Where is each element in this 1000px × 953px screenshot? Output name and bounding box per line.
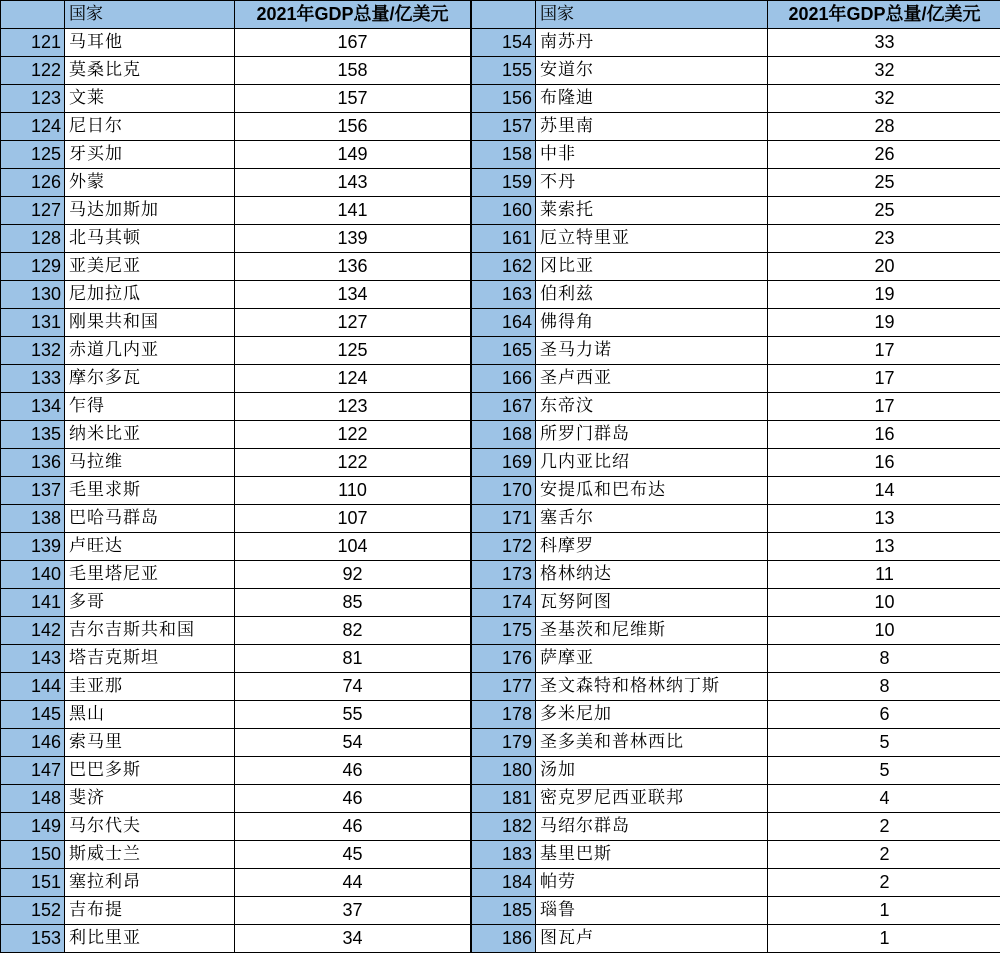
country-cell: 斯威士兰 <box>65 841 235 869</box>
header-gdp: 2021年GDP总量/亿美元 <box>768 1 1000 29</box>
gdp-cell: 1 <box>768 925 1000 953</box>
rank-cell: 160 <box>472 197 536 225</box>
gdp-cell: 92 <box>235 561 471 589</box>
gdp-cell: 46 <box>235 757 471 785</box>
header-row <box>1 1 471 29</box>
table-row <box>472 393 1000 421</box>
country-cell: 圣马力诺 <box>536 337 768 365</box>
country-cell: 圣基茨和尼维斯 <box>536 617 768 645</box>
gdp-cell: 156 <box>235 113 471 141</box>
rank-cell: 143 <box>1 645 65 673</box>
gdp-cell: 19 <box>768 309 1000 337</box>
rank-cell: 133 <box>1 365 65 393</box>
rank-cell: 132 <box>1 337 65 365</box>
country-cell: 塔吉克斯坦 <box>65 645 235 673</box>
gdp-cell: 46 <box>235 813 471 841</box>
country-cell: 尼加拉瓜 <box>65 281 235 309</box>
rank-cell: 146 <box>1 729 65 757</box>
gdp-cell: 141 <box>235 197 471 225</box>
table-row <box>1 533 471 561</box>
country-cell: 赤道几内亚 <box>65 337 235 365</box>
country-cell: 萨摩亚 <box>536 645 768 673</box>
right-table-body <box>472 29 1000 953</box>
country-cell: 所罗门群岛 <box>536 421 768 449</box>
rank-cell: 181 <box>472 785 536 813</box>
country-cell: 多米尼加 <box>536 701 768 729</box>
table-row <box>1 729 471 757</box>
gdp-cell: 1 <box>768 897 1000 925</box>
gdp-cell: 125 <box>235 337 471 365</box>
rank-cell: 149 <box>1 813 65 841</box>
country-cell: 利比里亚 <box>65 925 235 953</box>
gdp-cell: 28 <box>768 113 1000 141</box>
rank-cell: 153 <box>1 925 65 953</box>
table-row <box>1 841 471 869</box>
rank-cell: 123 <box>1 85 65 113</box>
table-row <box>1 673 471 701</box>
table-row <box>472 449 1000 477</box>
gdp-cell: 19 <box>768 281 1000 309</box>
country-cell: 圣多美和普林西比 <box>536 729 768 757</box>
header-rank <box>1 1 65 29</box>
gdp-cell: 13 <box>768 505 1000 533</box>
table-row <box>472 477 1000 505</box>
table-row <box>1 141 471 169</box>
gdp-cell: 26 <box>768 141 1000 169</box>
gdp-cell: 5 <box>768 757 1000 785</box>
rank-cell: 164 <box>472 309 536 337</box>
rank-cell: 165 <box>472 337 536 365</box>
gdp-cell: 110 <box>235 477 471 505</box>
rank-cell: 175 <box>472 617 536 645</box>
table-row <box>1 617 471 645</box>
rank-cell: 157 <box>472 113 536 141</box>
table-row <box>1 925 471 953</box>
rank-cell: 177 <box>472 673 536 701</box>
table-row <box>1 589 471 617</box>
gdp-cell: 122 <box>235 421 471 449</box>
table-row <box>1 225 471 253</box>
country-cell: 卢旺达 <box>65 533 235 561</box>
table-row <box>1 393 471 421</box>
gdp-cell: 81 <box>235 645 471 673</box>
gdp-cell: 17 <box>768 337 1000 365</box>
table-row <box>472 309 1000 337</box>
gdp-cell: 45 <box>235 841 471 869</box>
table-row <box>1 281 471 309</box>
table-row <box>472 925 1000 953</box>
header-country: 国家 <box>536 1 768 29</box>
gdp-cell: 4 <box>768 785 1000 813</box>
table-row <box>1 869 471 897</box>
table-row <box>472 813 1000 841</box>
gdp-cell: 122 <box>235 449 471 477</box>
rank-cell: 167 <box>472 393 536 421</box>
table-row <box>472 869 1000 897</box>
table-row <box>1 309 471 337</box>
rank-cell: 138 <box>1 505 65 533</box>
table-row <box>472 225 1000 253</box>
table-row <box>1 57 471 85</box>
country-cell: 汤加 <box>536 757 768 785</box>
table-row <box>472 337 1000 365</box>
country-cell: 东帝汶 <box>536 393 768 421</box>
rank-cell: 145 <box>1 701 65 729</box>
country-cell: 马耳他 <box>65 29 235 57</box>
rank-cell: 147 <box>1 757 65 785</box>
table-row <box>1 85 471 113</box>
table-row <box>1 253 471 281</box>
table-row <box>1 113 471 141</box>
country-cell: 塞舌尔 <box>536 505 768 533</box>
gdp-cell: 5 <box>768 729 1000 757</box>
rank-cell: 126 <box>1 169 65 197</box>
country-cell: 毛里求斯 <box>65 477 235 505</box>
table-row <box>472 421 1000 449</box>
rank-cell: 156 <box>472 85 536 113</box>
country-cell: 外蒙 <box>65 169 235 197</box>
country-cell: 牙买加 <box>65 141 235 169</box>
table-row <box>1 449 471 477</box>
gdp-cell: 107 <box>235 505 471 533</box>
table-row <box>1 757 471 785</box>
country-cell: 安道尔 <box>536 57 768 85</box>
table-row <box>472 365 1000 393</box>
country-cell: 摩尔多瓦 <box>65 365 235 393</box>
country-cell: 伯利兹 <box>536 281 768 309</box>
country-cell: 圭亚那 <box>65 673 235 701</box>
table-row <box>472 253 1000 281</box>
rank-cell: 168 <box>472 421 536 449</box>
table-row <box>1 197 471 225</box>
header-gdp: 2021年GDP总量/亿美元 <box>235 1 471 29</box>
table-row <box>1 813 471 841</box>
gdp-cell: 157 <box>235 85 471 113</box>
gdp-cell: 123 <box>235 393 471 421</box>
table-row <box>472 589 1000 617</box>
gdp-cell: 33 <box>768 29 1000 57</box>
country-cell: 圣卢西亚 <box>536 365 768 393</box>
table-row <box>472 785 1000 813</box>
rank-cell: 121 <box>1 29 65 57</box>
country-cell: 圣文森特和格林纳丁斯 <box>536 673 768 701</box>
country-cell: 索马里 <box>65 729 235 757</box>
gdp-cell: 6 <box>768 701 1000 729</box>
rank-cell: 124 <box>1 113 65 141</box>
rank-cell: 182 <box>472 813 536 841</box>
gdp-cell: 20 <box>768 253 1000 281</box>
table-row <box>472 169 1000 197</box>
table-row <box>1 337 471 365</box>
rank-cell: 154 <box>472 29 536 57</box>
table-row <box>1 477 471 505</box>
table-row <box>472 29 1000 57</box>
table-row <box>472 841 1000 869</box>
gdp-cell: 11 <box>768 561 1000 589</box>
country-cell: 马尔代夫 <box>65 813 235 841</box>
rank-cell: 163 <box>472 281 536 309</box>
rank-cell: 148 <box>1 785 65 813</box>
country-cell: 密克罗尼西亚联邦 <box>536 785 768 813</box>
gdp-cell: 2 <box>768 813 1000 841</box>
country-cell: 瑙鲁 <box>536 897 768 925</box>
country-cell: 巴巴多斯 <box>65 757 235 785</box>
country-cell: 马拉维 <box>65 449 235 477</box>
country-cell: 南苏丹 <box>536 29 768 57</box>
country-cell: 马达加斯加 <box>65 197 235 225</box>
gdp-cell: 46 <box>235 785 471 813</box>
rank-cell: 178 <box>472 701 536 729</box>
country-cell: 马绍尔群岛 <box>536 813 768 841</box>
country-cell: 布隆迪 <box>536 85 768 113</box>
rank-cell: 180 <box>472 757 536 785</box>
country-cell: 厄立特里亚 <box>536 225 768 253</box>
table-row <box>472 617 1000 645</box>
header-country: 国家 <box>65 1 235 29</box>
gdp-cell: 37 <box>235 897 471 925</box>
rank-cell: 136 <box>1 449 65 477</box>
country-cell: 几内亚比绍 <box>536 449 768 477</box>
gdp-cell: 25 <box>768 197 1000 225</box>
rank-cell: 155 <box>472 57 536 85</box>
rank-cell: 161 <box>472 225 536 253</box>
rank-cell: 151 <box>1 869 65 897</box>
gdp-cell: 14 <box>768 477 1000 505</box>
table-row <box>472 561 1000 589</box>
rank-cell: 158 <box>472 141 536 169</box>
gdp-cell: 136 <box>235 253 471 281</box>
table-row <box>472 281 1000 309</box>
table-row <box>472 757 1000 785</box>
rank-cell: 142 <box>1 617 65 645</box>
rank-cell: 139 <box>1 533 65 561</box>
rank-cell: 144 <box>1 673 65 701</box>
country-cell: 莫桑比克 <box>65 57 235 85</box>
rank-cell: 141 <box>1 589 65 617</box>
gdp-cell: 34 <box>235 925 471 953</box>
gdp-cell: 127 <box>235 309 471 337</box>
table-row <box>472 113 1000 141</box>
rank-cell: 127 <box>1 197 65 225</box>
gdp-cell: 17 <box>768 393 1000 421</box>
country-cell: 科摩罗 <box>536 533 768 561</box>
rank-cell: 128 <box>1 225 65 253</box>
rank-cell: 184 <box>472 869 536 897</box>
country-cell: 毛里塔尼亚 <box>65 561 235 589</box>
country-cell: 苏里南 <box>536 113 768 141</box>
rank-cell: 185 <box>472 897 536 925</box>
gdp-cell: 8 <box>768 645 1000 673</box>
gdp-cell: 16 <box>768 421 1000 449</box>
rank-cell: 171 <box>472 505 536 533</box>
table-row <box>1 645 471 673</box>
country-cell: 黑山 <box>65 701 235 729</box>
gdp-cell: 17 <box>768 365 1000 393</box>
rank-cell: 125 <box>1 141 65 169</box>
table-row <box>472 673 1000 701</box>
rank-cell: 131 <box>1 309 65 337</box>
gdp-cell: 124 <box>235 365 471 393</box>
country-cell: 多哥 <box>65 589 235 617</box>
gdp-cell: 10 <box>768 617 1000 645</box>
country-cell: 尼日尔 <box>65 113 235 141</box>
table-row <box>472 57 1000 85</box>
rank-cell: 186 <box>472 925 536 953</box>
rank-cell: 173 <box>472 561 536 589</box>
table-row <box>472 505 1000 533</box>
country-cell: 格林纳达 <box>536 561 768 589</box>
rank-cell: 174 <box>472 589 536 617</box>
rank-cell: 179 <box>472 729 536 757</box>
rank-cell: 137 <box>1 477 65 505</box>
gdp-cell: 82 <box>235 617 471 645</box>
gdp-cell: 139 <box>235 225 471 253</box>
gdp-cell: 8 <box>768 673 1000 701</box>
rank-cell: 170 <box>472 477 536 505</box>
gdp-cell: 134 <box>235 281 471 309</box>
rank-cell: 134 <box>1 393 65 421</box>
gdp-cell: 2 <box>768 869 1000 897</box>
gdp-cell: 10 <box>768 589 1000 617</box>
gdp-cell: 85 <box>235 589 471 617</box>
table-row <box>472 197 1000 225</box>
country-cell: 吉尔吉斯共和国 <box>65 617 235 645</box>
table-row <box>1 365 471 393</box>
country-cell: 中非 <box>536 141 768 169</box>
rank-cell: 169 <box>472 449 536 477</box>
country-cell: 帕劳 <box>536 869 768 897</box>
table-row <box>1 561 471 589</box>
gdp-cell: 16 <box>768 449 1000 477</box>
gdp-cell: 23 <box>768 225 1000 253</box>
table-row <box>472 85 1000 113</box>
gdp-cell: 167 <box>235 29 471 57</box>
left-table <box>0 0 471 953</box>
gdp-cell: 55 <box>235 701 471 729</box>
gdp-cell: 143 <box>235 169 471 197</box>
gdp-cell: 74 <box>235 673 471 701</box>
gdp-cell: 158 <box>235 57 471 85</box>
table-row <box>472 729 1000 757</box>
country-cell: 基里巴斯 <box>536 841 768 869</box>
rank-cell: 130 <box>1 281 65 309</box>
rank-cell: 122 <box>1 57 65 85</box>
country-cell: 图瓦卢 <box>536 925 768 953</box>
rank-cell: 152 <box>1 897 65 925</box>
rank-cell: 150 <box>1 841 65 869</box>
gdp-cell: 44 <box>235 869 471 897</box>
gdp-cell: 25 <box>768 169 1000 197</box>
country-cell: 佛得角 <box>536 309 768 337</box>
country-cell: 刚果共和国 <box>65 309 235 337</box>
rank-cell: 183 <box>472 841 536 869</box>
country-cell: 乍得 <box>65 393 235 421</box>
rank-cell: 166 <box>472 365 536 393</box>
gdp-cell: 54 <box>235 729 471 757</box>
country-cell: 瓦努阿图 <box>536 589 768 617</box>
table-row <box>472 141 1000 169</box>
right-table <box>471 0 1000 953</box>
country-cell: 吉布提 <box>65 897 235 925</box>
country-cell: 冈比亚 <box>536 253 768 281</box>
country-cell: 巴哈马群岛 <box>65 505 235 533</box>
gdp-cell: 32 <box>768 85 1000 113</box>
rank-cell: 129 <box>1 253 65 281</box>
table-row <box>1 169 471 197</box>
table-row <box>472 701 1000 729</box>
country-cell: 塞拉利昂 <box>65 869 235 897</box>
rank-cell: 140 <box>1 561 65 589</box>
gdp-cell: 104 <box>235 533 471 561</box>
country-cell: 北马其顿 <box>65 225 235 253</box>
country-cell: 不丹 <box>536 169 768 197</box>
rank-cell: 135 <box>1 421 65 449</box>
table-row <box>1 29 471 57</box>
rank-cell: 176 <box>472 645 536 673</box>
gdp-cell: 32 <box>768 57 1000 85</box>
header-rank <box>472 1 536 29</box>
table-row <box>1 505 471 533</box>
table-row <box>1 897 471 925</box>
country-cell: 安提瓜和巴布达 <box>536 477 768 505</box>
table-row <box>472 645 1000 673</box>
country-cell: 文莱 <box>65 85 235 113</box>
country-cell: 亚美尼亚 <box>65 253 235 281</box>
table-row <box>472 897 1000 925</box>
gdp-cell: 2 <box>768 841 1000 869</box>
rank-cell: 159 <box>472 169 536 197</box>
table-row <box>472 533 1000 561</box>
gdp-cell: 149 <box>235 141 471 169</box>
country-cell: 斐济 <box>65 785 235 813</box>
table-row <box>1 421 471 449</box>
gdp-cell: 13 <box>768 533 1000 561</box>
country-cell: 莱索托 <box>536 197 768 225</box>
country-cell: 纳米比亚 <box>65 421 235 449</box>
table-row <box>1 701 471 729</box>
rank-cell: 162 <box>472 253 536 281</box>
left-table-body <box>1 29 471 953</box>
rank-cell: 172 <box>472 533 536 561</box>
header-row <box>472 1 1000 29</box>
table-row <box>1 785 471 813</box>
